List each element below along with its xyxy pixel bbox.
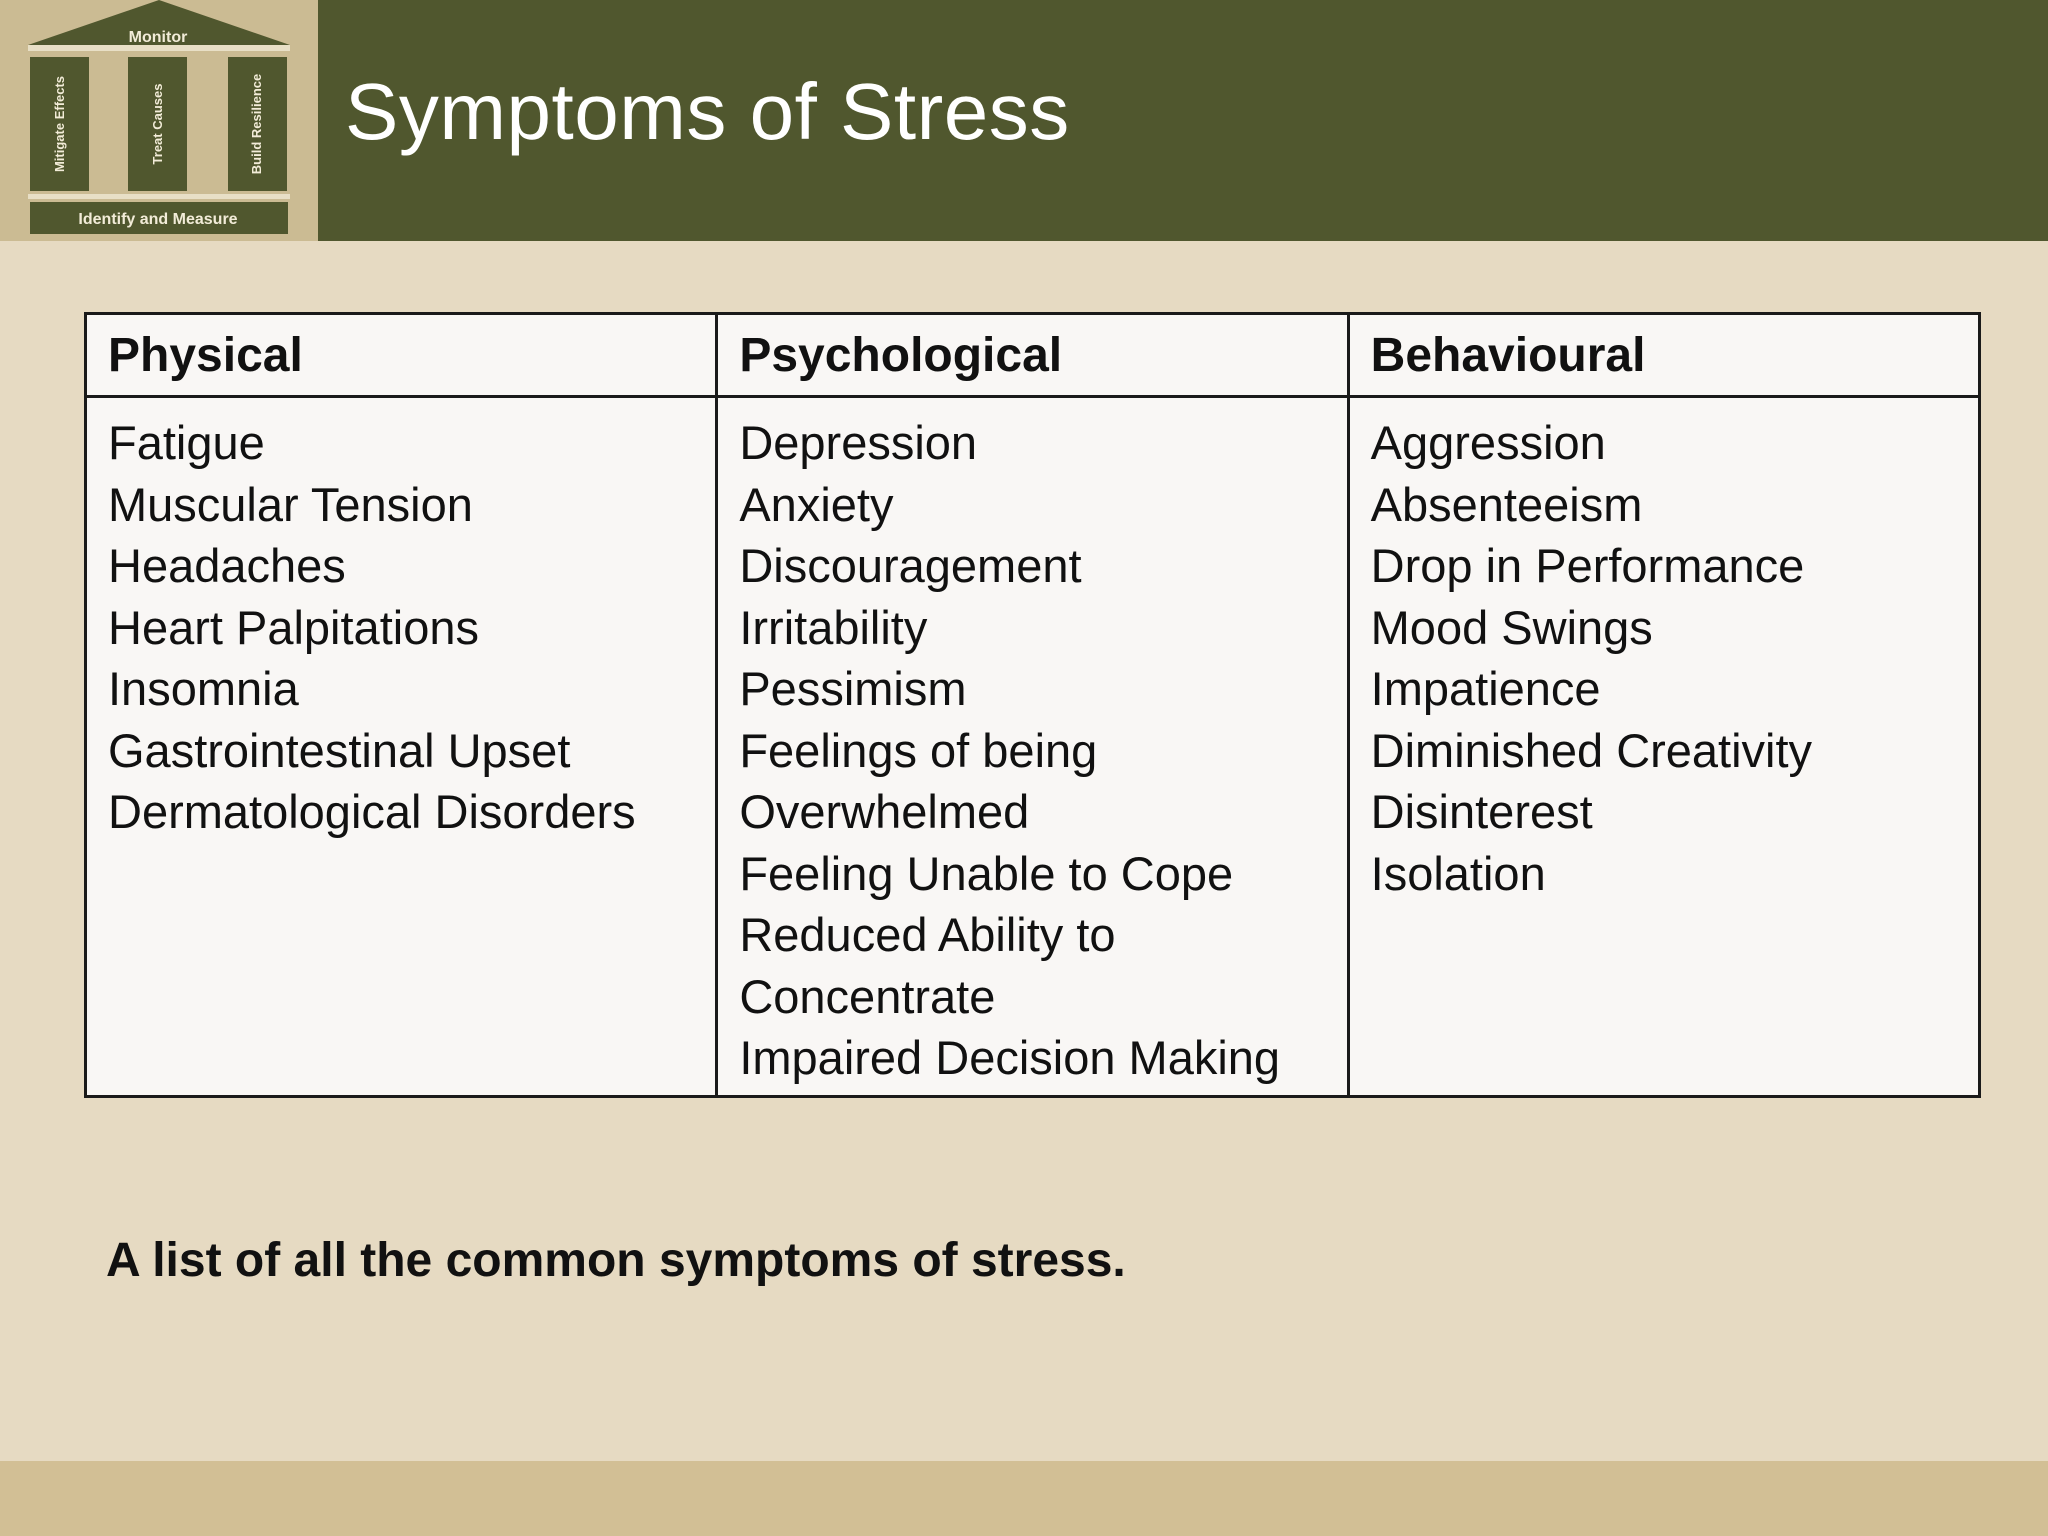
symptom-item: Drop in Performance (1370, 539, 1805, 592)
table-header-row (86, 314, 1980, 397)
symptom-item: Mood Swings (1370, 600, 1653, 654)
symptom-item: Heart Palpitations (108, 600, 479, 654)
symptom-item: Impatience (1370, 662, 1601, 715)
footer-band (0, 1461, 2048, 1536)
symptom-item: Gastrointestinal Upset (108, 723, 571, 777)
column-header-behavioural: Behavioural (1348, 314, 1979, 397)
physical-symptoms-cell (86, 397, 717, 1097)
logo-pillar-label-3: Build Resilience (249, 73, 264, 175)
symptom-item: Absenteeism (1370, 477, 1643, 531)
symptoms-table-container (84, 312, 1981, 1098)
symptom-item: Irritability (739, 600, 928, 654)
temple-icon (0, 0, 318, 241)
symptom-item: Feelings of being (739, 723, 1098, 777)
symptom-item: Reduced Ability to (739, 908, 1116, 961)
logo-pillar-label-2: Treat Causes (150, 83, 165, 165)
symptom-item: Muscular Tension (108, 477, 473, 531)
symptom-item: Fatigue (108, 416, 265, 469)
symptom-item: Disinterest (1370, 785, 1593, 838)
column-header-physical: Physical (86, 314, 717, 397)
logo-base-label: Identify and Measure (78, 211, 238, 228)
pillars-logo (0, 0, 318, 241)
symptoms-table (84, 312, 1981, 1098)
symptom-item: Insomnia (108, 662, 299, 715)
symptom-item: Impaired Decision Making (739, 1031, 1281, 1084)
column-header-psychological: Psychological (717, 314, 1348, 397)
table-body-row (86, 397, 1980, 1097)
symptom-item: Isolation (1370, 846, 1546, 900)
symptom-item: Depression (739, 416, 978, 469)
symptom-item: Diminished Creativity (1370, 723, 1813, 777)
symptom-item: Aggression (1370, 416, 1606, 469)
symptom-item: Concentrate (739, 969, 996, 1023)
symptom-item: Headaches (108, 539, 346, 592)
page-title: Symptoms of Stress (345, 67, 1070, 156)
logo-roof-label: Monitor (128, 29, 188, 46)
behavioural-symptoms-cell (1348, 397, 1979, 1097)
symptom-item: Pessimism (739, 662, 967, 715)
logo-base-rule (28, 194, 290, 199)
symptom-item: Anxiety (739, 477, 894, 531)
symptom-item: Discouragement (739, 539, 1082, 592)
symptom-item: Dermatological Disorders (108, 785, 636, 838)
logo-pillar-label-1: Mitigate Effects (52, 75, 67, 173)
psychological-symptoms-cell (717, 397, 1348, 1097)
symptom-item: Feeling Unable to Cope (739, 846, 1234, 900)
symptom-item: Overwhelmed (739, 785, 1030, 838)
slide-caption: A list of all the common symptoms of stress. (106, 1234, 1126, 1287)
